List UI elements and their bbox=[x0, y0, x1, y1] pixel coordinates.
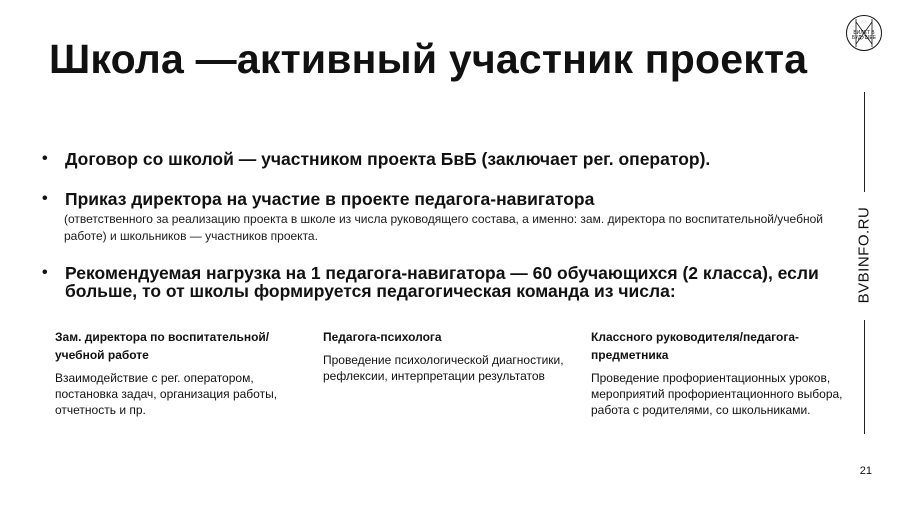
column-class-teacher bbox=[591, 328, 851, 418]
bullet-sub-text: (ответственного за реализацию проекта в школе из числа руководящего состава, а именно: зам. директора по воспитательной/учебной работе) и школьников — участников проекта. bbox=[64, 212, 823, 243]
bilet-v-budushchee-logo-icon bbox=[845, 14, 883, 52]
bullet-main-text: Рекомендуемая нагрузка на 1 педагога-навигатора — 60 обучающихся (2 класса), если больше, то от школы формируется педагогическая команда из числа: bbox=[65, 263, 819, 301]
bullet-main-text: Договор со школой — участником проекта БвБ (заключает рег. оператор). bbox=[65, 149, 711, 169]
column-body: Проведение психологической диагностики, рефлексии, интерпретации результатов bbox=[323, 353, 564, 383]
bullet-dot: • bbox=[42, 264, 48, 281]
bullet-main-text: Приказ директора на участие в проекте педагога-навигатора bbox=[65, 189, 595, 209]
bullet-dot: • bbox=[42, 150, 48, 167]
logo-text-line: БУДУЩЕЕ bbox=[851, 35, 877, 41]
bullet-director-order bbox=[42, 190, 842, 245]
side-divider-top bbox=[864, 92, 865, 192]
logo-text-line: БИЛЕТ В bbox=[853, 30, 875, 36]
bullet-recommended-load bbox=[42, 264, 842, 300]
side-website-label: BVBINFO.RU bbox=[855, 206, 873, 304]
bullet-contract bbox=[42, 150, 842, 168]
column-heading: Педагога-психолога bbox=[323, 330, 442, 344]
side-divider-bottom bbox=[864, 320, 865, 434]
column-heading: Зам. директора по воспитательной/учебной работе bbox=[55, 330, 270, 362]
bullet-dot: • bbox=[42, 190, 48, 207]
column-deputy-director bbox=[55, 328, 310, 418]
slide-title: Школа —активный участник проекта bbox=[49, 36, 808, 82]
column-body: Проведение профориентационных уроков, мероприятий профориентационного выбора, работа с родителями, со школьниками. bbox=[591, 371, 843, 417]
column-psychologist bbox=[323, 328, 573, 384]
column-body: Взаимодействие с рег. оператором, постановка задач, организация работы, отчетность и пр. bbox=[55, 371, 278, 417]
column-heading: Классного руководителя/педагога-предметника bbox=[591, 330, 800, 362]
page-number: 21 bbox=[859, 465, 872, 477]
